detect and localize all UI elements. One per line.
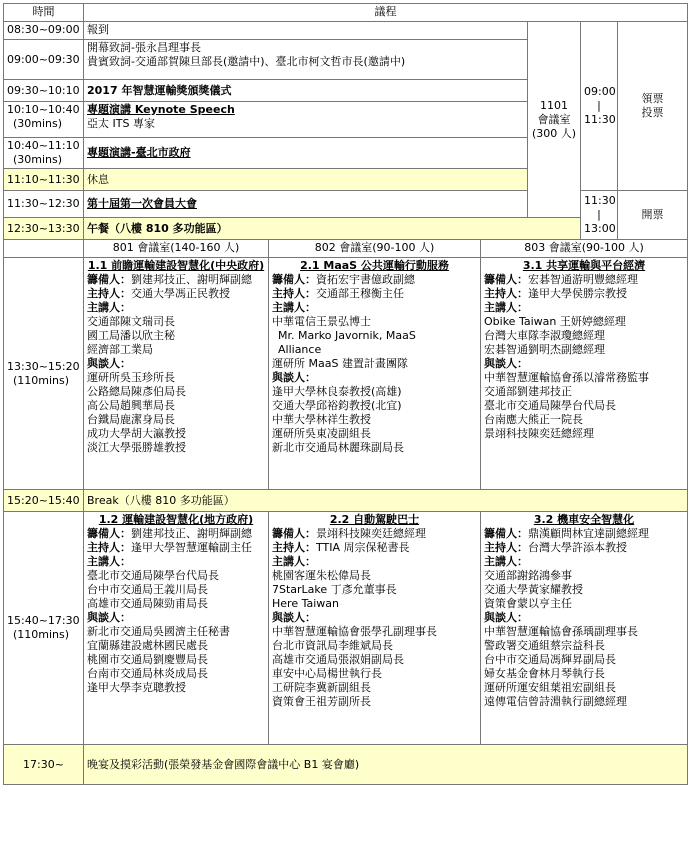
agenda-text: 休息	[87, 172, 109, 186]
room-header: 801 會議室(140-160 人)	[84, 240, 269, 258]
speaker-item: 7StarLake 丁彥允董事長	[272, 583, 397, 596]
panel-label: 與談人：	[87, 611, 131, 624]
vote-end: 11:30	[584, 113, 616, 126]
moderator-value: 交通部王穆衡主任	[316, 287, 404, 300]
panelist-item: 台南市交通局林炎成局長	[87, 667, 208, 680]
agenda-text: 報到	[87, 23, 109, 36]
ticket-label: 開票	[618, 191, 688, 240]
speaker-item: 宏碁智通劉明杰副總經理	[484, 343, 605, 356]
agenda-text: 貴賓致詞-交通部賀陳旦部長(邀請中)、臺北市柯文哲市長(邀請中)	[87, 55, 406, 68]
panelist-item: 新北市交通局吳國濟主任秘書	[87, 625, 230, 638]
organizer-label: 籌備人：	[87, 527, 131, 540]
room-header: 802 會議室(90-100 人)	[269, 240, 481, 258]
agenda-header: 議程	[84, 4, 688, 22]
speakers-label: 主講人：	[484, 301, 528, 314]
organizer-value: 景翊科技陳奕廷總經理	[316, 527, 426, 540]
evening-item: 晚宴及摸彩活動(張榮發基金會國際會議中心 B1 宴會廳)	[84, 745, 688, 785]
panelist-item: 高公局趙興華局長	[87, 399, 175, 412]
time-cell: 11:10~11:30	[4, 169, 84, 191]
moderator-value: 交通大學馮正民教授	[131, 287, 230, 300]
speaker-item: 交通大學黃家耀教授	[484, 583, 583, 596]
organizer-label: 籌備人：	[272, 527, 316, 540]
moderator-label: 主持人：	[484, 287, 528, 300]
moderator	[484, 287, 684, 301]
vote-sep: |	[597, 99, 601, 112]
session-1-2	[84, 512, 269, 745]
agenda-item	[84, 218, 581, 240]
session-3-2	[481, 512, 688, 745]
panel-label: 與談人：	[484, 611, 528, 624]
panelist-item: 高雄市交通局張淑娟副局長	[272, 653, 404, 666]
room-label: 會議室	[537, 112, 571, 126]
panelist-item: 車安中心局楊世執行長	[272, 667, 382, 680]
ticket-time	[581, 191, 618, 240]
moderator-label: 主持人：	[87, 541, 131, 554]
moderator-label: 主持人：	[87, 287, 131, 300]
time-range: 10:10~10:40	[7, 103, 80, 116]
vote-label	[618, 22, 688, 191]
time-cell	[4, 512, 84, 745]
organizer	[87, 527, 265, 541]
room-number: 1101	[540, 98, 568, 112]
time-cell	[4, 240, 84, 258]
agenda-text: 2017 年智慧運輸獎頒獎儀式	[87, 83, 232, 97]
organizer	[484, 527, 684, 541]
moderator-value: TTIA 周宗保秘書長	[316, 541, 410, 554]
time-header: 時間	[4, 4, 84, 22]
speakers-label: 主講人：	[272, 301, 316, 314]
agenda-text: 專題演講 Keynote Speech	[87, 103, 235, 116]
panelist-item: 公路總局陳彥伯局長	[87, 385, 186, 398]
time-range: 10:40~11:10	[7, 139, 80, 152]
session-title: 2.2 自動駕駛巴士	[329, 513, 420, 526]
speaker-item: 台灣大車隊李淑瓊總經理	[484, 329, 605, 342]
time-duration: (30mins)	[13, 117, 63, 130]
panelist-item: 逢甲大學李克聰教授	[87, 681, 186, 694]
organizer-value: 鼎漢顧問林宜達副總經理	[528, 527, 649, 540]
moderator-value: 逢甲大學侯勝宗教授	[528, 287, 627, 300]
speaker-item: 台中市交通局王義川局長	[87, 583, 208, 596]
agenda-item	[84, 102, 528, 138]
speaker-item: 經濟部工業局	[87, 343, 153, 356]
time-range: 13:30~15:20	[7, 359, 80, 373]
panelist-item: 台鐵局鹿潔身局長	[87, 413, 175, 426]
session-title: 2.1 MaaS 公共運輸行動服務	[300, 259, 449, 272]
panel-label: 與談人：	[87, 357, 131, 370]
speaker-item: 高雄市交通局陳勁甫局長	[87, 597, 208, 610]
speakers-label: 主講人：	[87, 555, 131, 568]
organizer	[272, 527, 477, 541]
organizer	[87, 273, 265, 287]
time-cell	[4, 102, 84, 138]
vote-time	[581, 22, 618, 191]
ticket-start: 11:30	[584, 194, 616, 207]
panelist-item: 台北市資訊局李維斌局長	[272, 639, 393, 652]
time-cell: 09:30~10:10	[4, 80, 84, 102]
time-cell: 12:30~13:30	[4, 218, 84, 240]
panelist-item: 交通部劉建邦技正	[484, 385, 572, 398]
speakers-label: 主講人：	[272, 555, 316, 568]
organizer-label: 籌備人：	[484, 273, 528, 286]
panelist-item: 運研所運安組葉祖宏副組長	[484, 681, 616, 694]
session-2-1	[269, 258, 481, 490]
moderator	[484, 541, 684, 555]
panelist-item: 交通大學邱裕鈞教授(北宜)	[272, 399, 402, 412]
speaker-item: Obike Taiwan 王妍婷總經理	[484, 315, 626, 328]
agenda-item	[84, 22, 528, 40]
organizer-label: 籌備人：	[87, 273, 131, 286]
panelist-item: 台南應大熊正一院長	[484, 413, 583, 426]
moderator	[272, 287, 477, 301]
session-title: 1.2 運輸建設智慧化(地方政府)	[98, 513, 254, 526]
panelist-item: 中華智慧運輸協會孫以濬常務監事	[484, 371, 649, 384]
organizer-label: 籌備人：	[272, 273, 316, 286]
agenda-item	[84, 169, 528, 191]
panelist-item: 工研院李冀新副組長	[272, 681, 371, 694]
panelist-item: 景翊科技陳奕廷總經理	[484, 427, 594, 440]
agenda-item	[84, 138, 528, 169]
agenda-text: 專題演講-臺北市政府	[87, 146, 191, 159]
organizer-value: 劉建邦技正、謝明輝副總	[131, 273, 252, 286]
vote-start: 09:00	[584, 85, 616, 98]
session-title: 3.1 共享運輸與平台經濟	[522, 259, 646, 272]
panelist-item: 新北市交通局林麗珠副局長	[272, 441, 404, 454]
panelist-item: 婦女基金會林月琴執行長	[484, 667, 605, 680]
panel-label: 與談人：	[484, 357, 528, 370]
time-cell: 08:30~09:00	[4, 22, 84, 40]
moderator-value: 台灣大學許添本教授	[528, 541, 627, 554]
break-item: Break（八樓 810 多功能區）	[84, 490, 688, 512]
session-3-1	[481, 258, 688, 490]
time-cell: 11:30~12:30	[4, 191, 84, 218]
time-duration: (110mins)	[13, 628, 70, 641]
organizer-value: 資拓宏宇書億政副總	[316, 273, 415, 286]
speaker-item: 國工局潘以欣主秘	[87, 329, 175, 342]
panelist-item: 桃園市交通局劉慶豐局長	[87, 653, 208, 666]
organizer-value: 劉建邦技正、謝明輝副總	[131, 527, 252, 540]
panelist-item: 遠傳電信曾詩淵執行副總經理	[484, 695, 627, 708]
speaker-item: 交通部陳文瑞司長	[87, 315, 175, 328]
speaker-item: 交通部謝銘鴻參事	[484, 569, 572, 582]
panelist-item: 運研所吳玉珍所長	[87, 371, 175, 384]
speakers-label: 主講人：	[87, 301, 131, 314]
panelist-item: 逢甲大學林良泰教授(高雄)	[272, 385, 402, 398]
agenda-table	[3, 3, 688, 785]
panelist-item: 資策會王祖芳副所長	[272, 695, 371, 708]
panelist-item: 中華智慧運輸協會孫瑀副理事長	[484, 625, 638, 638]
panelist-item: 淡江大學張勝雄教授	[87, 441, 186, 454]
ticket-end: 13:00	[584, 222, 616, 235]
time-cell: 17:30~	[4, 745, 84, 785]
panelist-item: 臺北市交通局陳學台代局長	[484, 399, 616, 412]
vote-label-2: 投票	[641, 106, 664, 119]
speaker-item: 資策會蒙以亨主任	[484, 597, 572, 610]
vote-label-1: 領票	[641, 92, 664, 105]
session-1-1	[84, 258, 269, 490]
speaker-item: 中華電信王景弘博士	[272, 315, 371, 328]
time-range: 15:40~17:30	[7, 614, 80, 627]
speaker-item: 運研所 MaaS 建置計畫團隊	[272, 357, 408, 370]
panelist-item: 中華大學林祥生教授	[272, 413, 371, 426]
moderator-label: 主持人：	[272, 287, 316, 300]
agenda-text: 午餐（八樓 810 多功能區）	[87, 221, 228, 235]
agenda-text: 第十屆第一次會員大會	[87, 197, 197, 210]
time-cell: 09:00~09:30	[4, 40, 84, 80]
moderator-label: 主持人：	[484, 541, 528, 554]
speaker-item: Mr. Marko Javornik, MaaS	[278, 329, 416, 342]
speakers-label: 主講人：	[484, 555, 528, 568]
room-header: 803 會議室(90-100 人)	[481, 240, 688, 258]
session-2-2	[269, 512, 481, 745]
room-capacity: (300 人)	[531, 126, 577, 140]
panelist-item: 宜蘭縣建設處林國民處長	[87, 639, 208, 652]
agenda-item	[84, 191, 528, 218]
agenda-text: 亞太 ITS 專家	[87, 117, 155, 130]
moderator	[272, 541, 477, 555]
organizer	[272, 273, 477, 287]
ticket-sep: |	[597, 208, 601, 221]
agenda-text: 開幕致詞-張永昌理事長	[87, 41, 201, 54]
agenda-item	[84, 80, 528, 102]
time-cell	[4, 258, 84, 490]
moderator	[87, 541, 265, 555]
organizer	[484, 273, 684, 287]
moderator-value: 逢甲大學智慧運輸副主任	[131, 541, 252, 554]
organizer-label: 籌備人：	[484, 527, 528, 540]
moderator-label: 主持人：	[272, 541, 316, 554]
agenda-item	[84, 40, 528, 80]
session-title: 3.2 機車安全智慧化	[533, 513, 635, 526]
room-1101	[528, 22, 581, 218]
panel-label: 與談人：	[272, 611, 316, 624]
organizer-value: 宏碁智通游明豐總經理	[528, 273, 638, 286]
speaker-item: 臺北市交通局陳學台代局長	[87, 569, 219, 582]
panelist-item: 中華智慧運輸協會張學孔副理事長	[272, 625, 437, 638]
session-title: 1.1 前瞻運輸建設智慧化(中央政府)	[87, 259, 265, 272]
panelist-item: 警政署交通組蔡宗益科長	[484, 639, 605, 652]
panelist-item: 運研所吳東凌副組長	[272, 427, 371, 440]
time-duration: (30mins)	[13, 153, 63, 166]
speaker-item: Here Taiwan	[272, 597, 339, 610]
time-duration: (110mins)	[13, 373, 70, 387]
panelist-item: 台中市交通局馮輝昇副局長	[484, 653, 616, 666]
time-cell: 15:20~15:40	[4, 490, 84, 512]
moderator	[87, 287, 265, 301]
panelist-item: 成功大學胡大瀛教授	[87, 427, 186, 440]
speaker-item: 桃園客運朱松偉局長	[272, 569, 371, 582]
speaker-item: Alliance	[278, 343, 322, 356]
time-cell	[4, 138, 84, 169]
panel-label: 與談人：	[272, 371, 316, 384]
